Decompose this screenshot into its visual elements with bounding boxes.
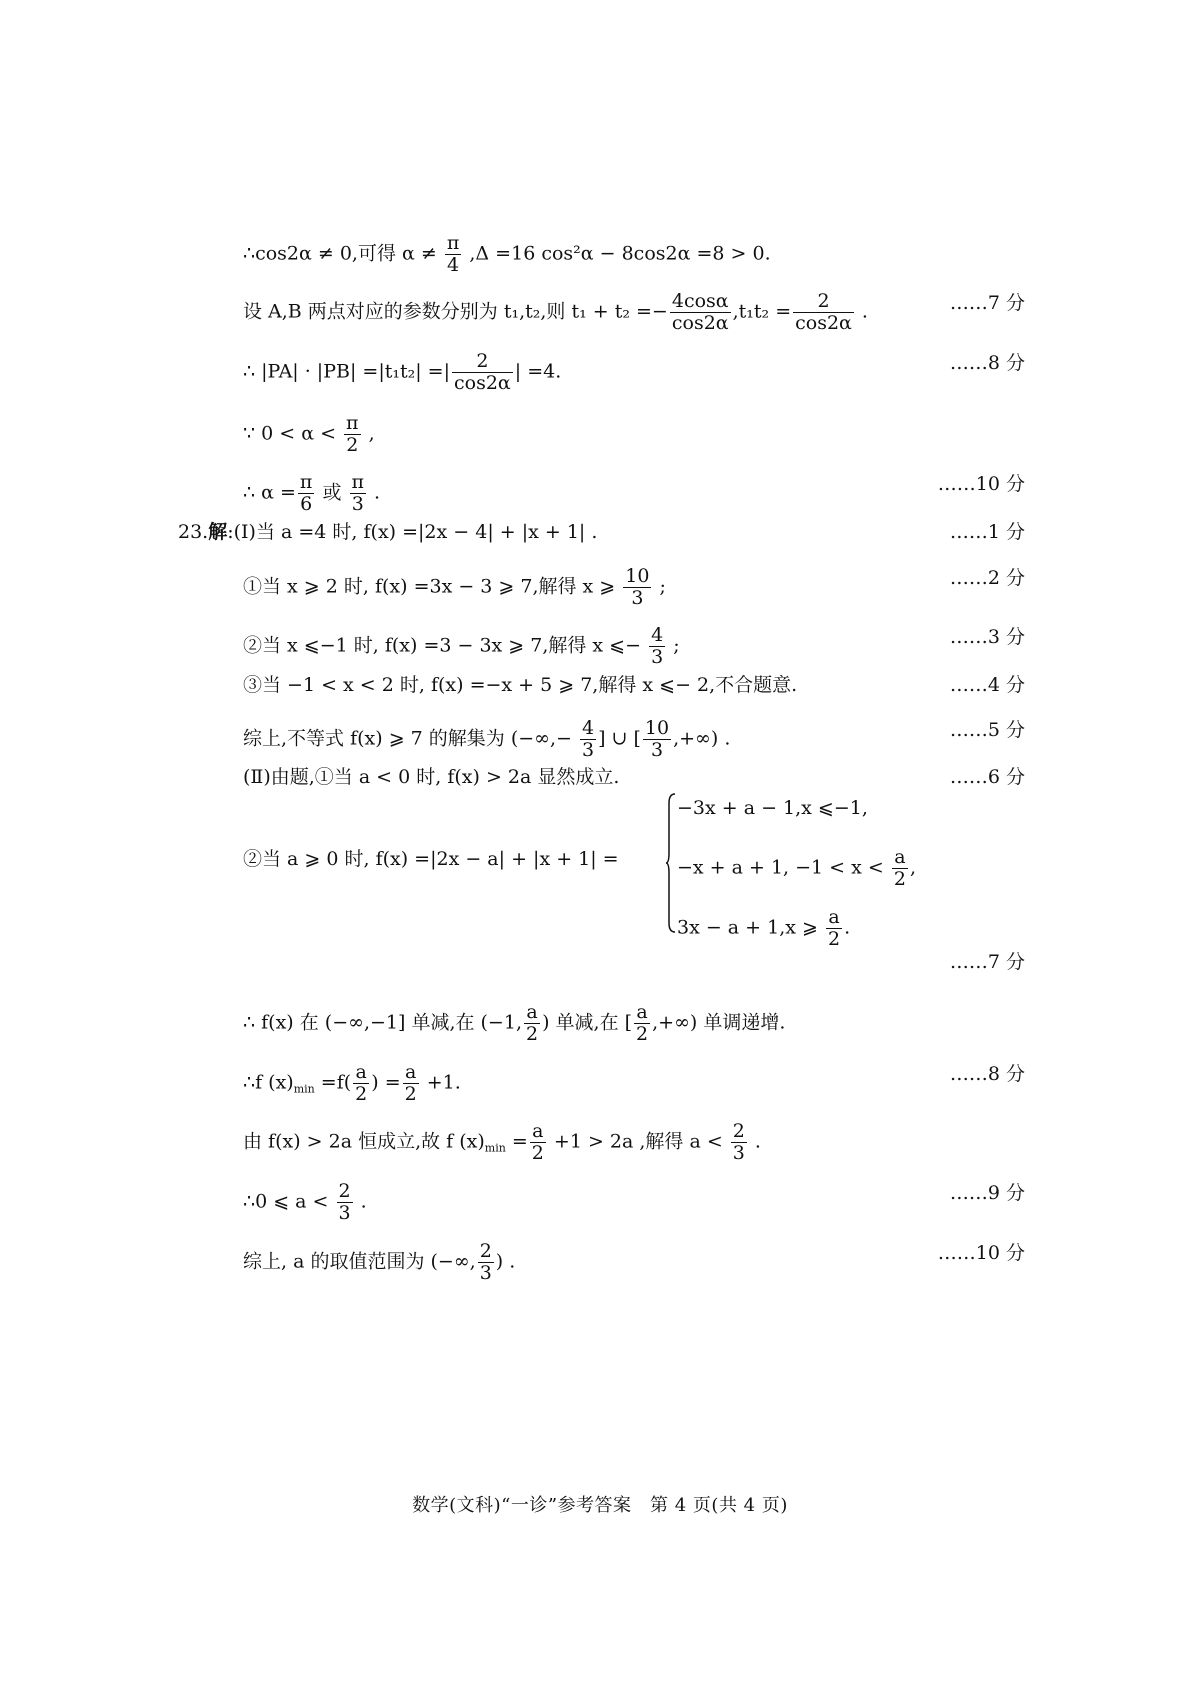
score-5: ……5 分	[949, 719, 1025, 741]
fraction: $\frac{10}{3}$	[644, 717, 670, 761]
fraction: $\frac{a}{2}$	[636, 1001, 649, 1045]
sol23-line8: ∴ f(x) 在 (−∞,−1] 单减,在 (−1, $\frac{a}{2}$ ) 单减,在 [ $\frac{a}{2}$ ,+∞) 单调递增.	[243, 1001, 786, 1045]
piecewise-case2: −x + a + 1, −1 < x < $\frac{a}{2}$ ,	[677, 846, 916, 890]
sol23-line12: 综上, a 的取值范围为 (−∞, $\frac{2}{3}$ ) .	[243, 1240, 516, 1284]
sol23-line3: ②当 x ⩽−1 时, f(x) =3 − 3x ⩾ 7,解得 x ⩽− $\frac{4}{3}$ ;	[243, 624, 680, 668]
fraction: $\frac{a}{2}$	[355, 1061, 368, 1105]
fraction: $\frac{10}{3}$	[625, 565, 650, 609]
page-footer: 数学(文科)“一诊”参考答案 第 4 页(共 4 页)	[412, 1495, 788, 1516]
fraction: $\frac{a}{2}$	[404, 1061, 417, 1105]
sol22-line1: ∴cos2α ≠ 0,可得 α ≠ $\frac{\pi}{4}$ ,Δ =16 cos²α − 8cos2α =8 > 0.	[243, 232, 771, 276]
score-10: ……10 分	[937, 473, 1025, 495]
sol23-line1: 23.解:(Ⅰ)当 a =4 时, f(x) =|2x − 4| + |x + 1| .	[178, 521, 598, 543]
piecewise-lhs: ②当 a ⩾ 0 时, f(x) =|2x − a| + |x + 1| =	[243, 848, 619, 870]
score-4: ……4 分	[949, 674, 1025, 696]
sol23-line6: (Ⅱ)由题,①当 a < 0 时, f(x) > 2a 显然成立.	[243, 766, 620, 788]
fraction: $\frac{\pi}{3}$	[351, 471, 365, 515]
score-3: ……3 分	[949, 626, 1025, 648]
fraction: $\frac{2}{3}$	[732, 1120, 745, 1164]
score-10b: ……10 分	[937, 1242, 1025, 1264]
fraction: $\frac{\pi}{2}$	[346, 412, 359, 456]
sol23-line9: ∴f $(x)_{min} =f$( $\frac{a}{2}$ ) = $\frac{a}{2}$ +1.	[243, 1061, 461, 1105]
fraction: $\frac{2}{3}$	[338, 1180, 351, 1224]
piecewise-case3: 3x − a + 1,x ⩾ $\frac{a}{2}$ .	[677, 906, 851, 950]
fraction: $\frac{a}{2}$	[893, 846, 906, 890]
sol22-line5: ∴ α = $\frac{\pi}{6}$ 或 $\frac{\pi}{3}$ .	[243, 471, 381, 515]
sol23-line4: ③当 −1 < x < 2 时, f(x) =−x + 5 ⩾ 7,解得 x ⩽− 2,不合题意.	[243, 674, 798, 696]
fraction: $\frac{a}{2}$	[525, 1001, 539, 1045]
sol22-line2: 设 A,B 两点对应的参数分别为 t₁,t₂,则 t₁ + t₂ =− $\frac{4\cos\alpha}{\cos 2\alpha}$ ,t₁t₂ = $\frac{2}{\cos 2\alpha}$ .	[243, 290, 868, 334]
sol23-line10: 由 f(x) > 2a 恒成立,故 f $(x)_{min}$ = $\frac{a}{2}$ +1 > 2a ,解得 a < $\frac{2}{3}$ .	[243, 1120, 761, 1164]
fraction: $\frac{\pi}{6}$	[299, 471, 313, 515]
solution-label: 解	[208, 521, 228, 543]
fraction: $\frac{4}{3}$	[651, 624, 664, 668]
question-number: 23.	[178, 521, 209, 543]
sol23-line5: 综上,不等式 f(x) ⩾ 7 的解集为 (−∞,− $\frac{4}{3}$ ] ∪ [ $\frac{10}{3}$ ,+∞) .	[243, 717, 731, 761]
sol23-line11: ∴0 ⩽ a < $\frac{2}{3}$ .	[243, 1180, 367, 1224]
fraction: $\frac{2}{\cos 2\alpha}$	[795, 290, 852, 334]
fraction: $\frac{\pi}{4}$	[446, 232, 460, 276]
score-6: ……6 分	[949, 766, 1025, 788]
fraction: $\frac{4\cos\alpha}{\cos 2\alpha}$	[671, 290, 729, 334]
fraction: $\frac{2}{3}$	[479, 1240, 492, 1284]
fraction: $\frac{4}{3}$	[581, 717, 595, 761]
fraction: $\frac{a}{2}$	[531, 1120, 544, 1164]
fraction: $\frac{2}{\cos 2\alpha}$	[454, 350, 511, 394]
score-7b: ……7 分	[949, 951, 1025, 973]
score-7: ……7 分	[949, 292, 1025, 314]
score-1: ……1 分	[949, 521, 1025, 543]
piecewise-case1: −3x + a − 1,x ⩽−1,	[677, 797, 868, 819]
sol22-line3: ∴ |PA| · |PB| =|t₁t₂| =| $\frac{2}{\cos 2\alpha}$ | =4.	[243, 350, 562, 394]
left-brace	[666, 793, 676, 933]
score-9: ……9 分	[949, 1182, 1025, 1204]
fraction: $\frac{a}{2}$	[827, 906, 841, 950]
score-8: ……8 分	[949, 352, 1025, 374]
sol23-line2: ①当 x ⩾ 2 时, f(x) =3x − 3 ⩾ 7,解得 x ⩾ $\frac{10}{3}$ ;	[243, 565, 666, 609]
sol22-line4: ∵ 0 < α < $\frac{\pi}{2}$ ,	[243, 412, 375, 456]
score-2: ……2 分	[949, 567, 1025, 589]
score-8b: ……8 分	[949, 1063, 1025, 1085]
